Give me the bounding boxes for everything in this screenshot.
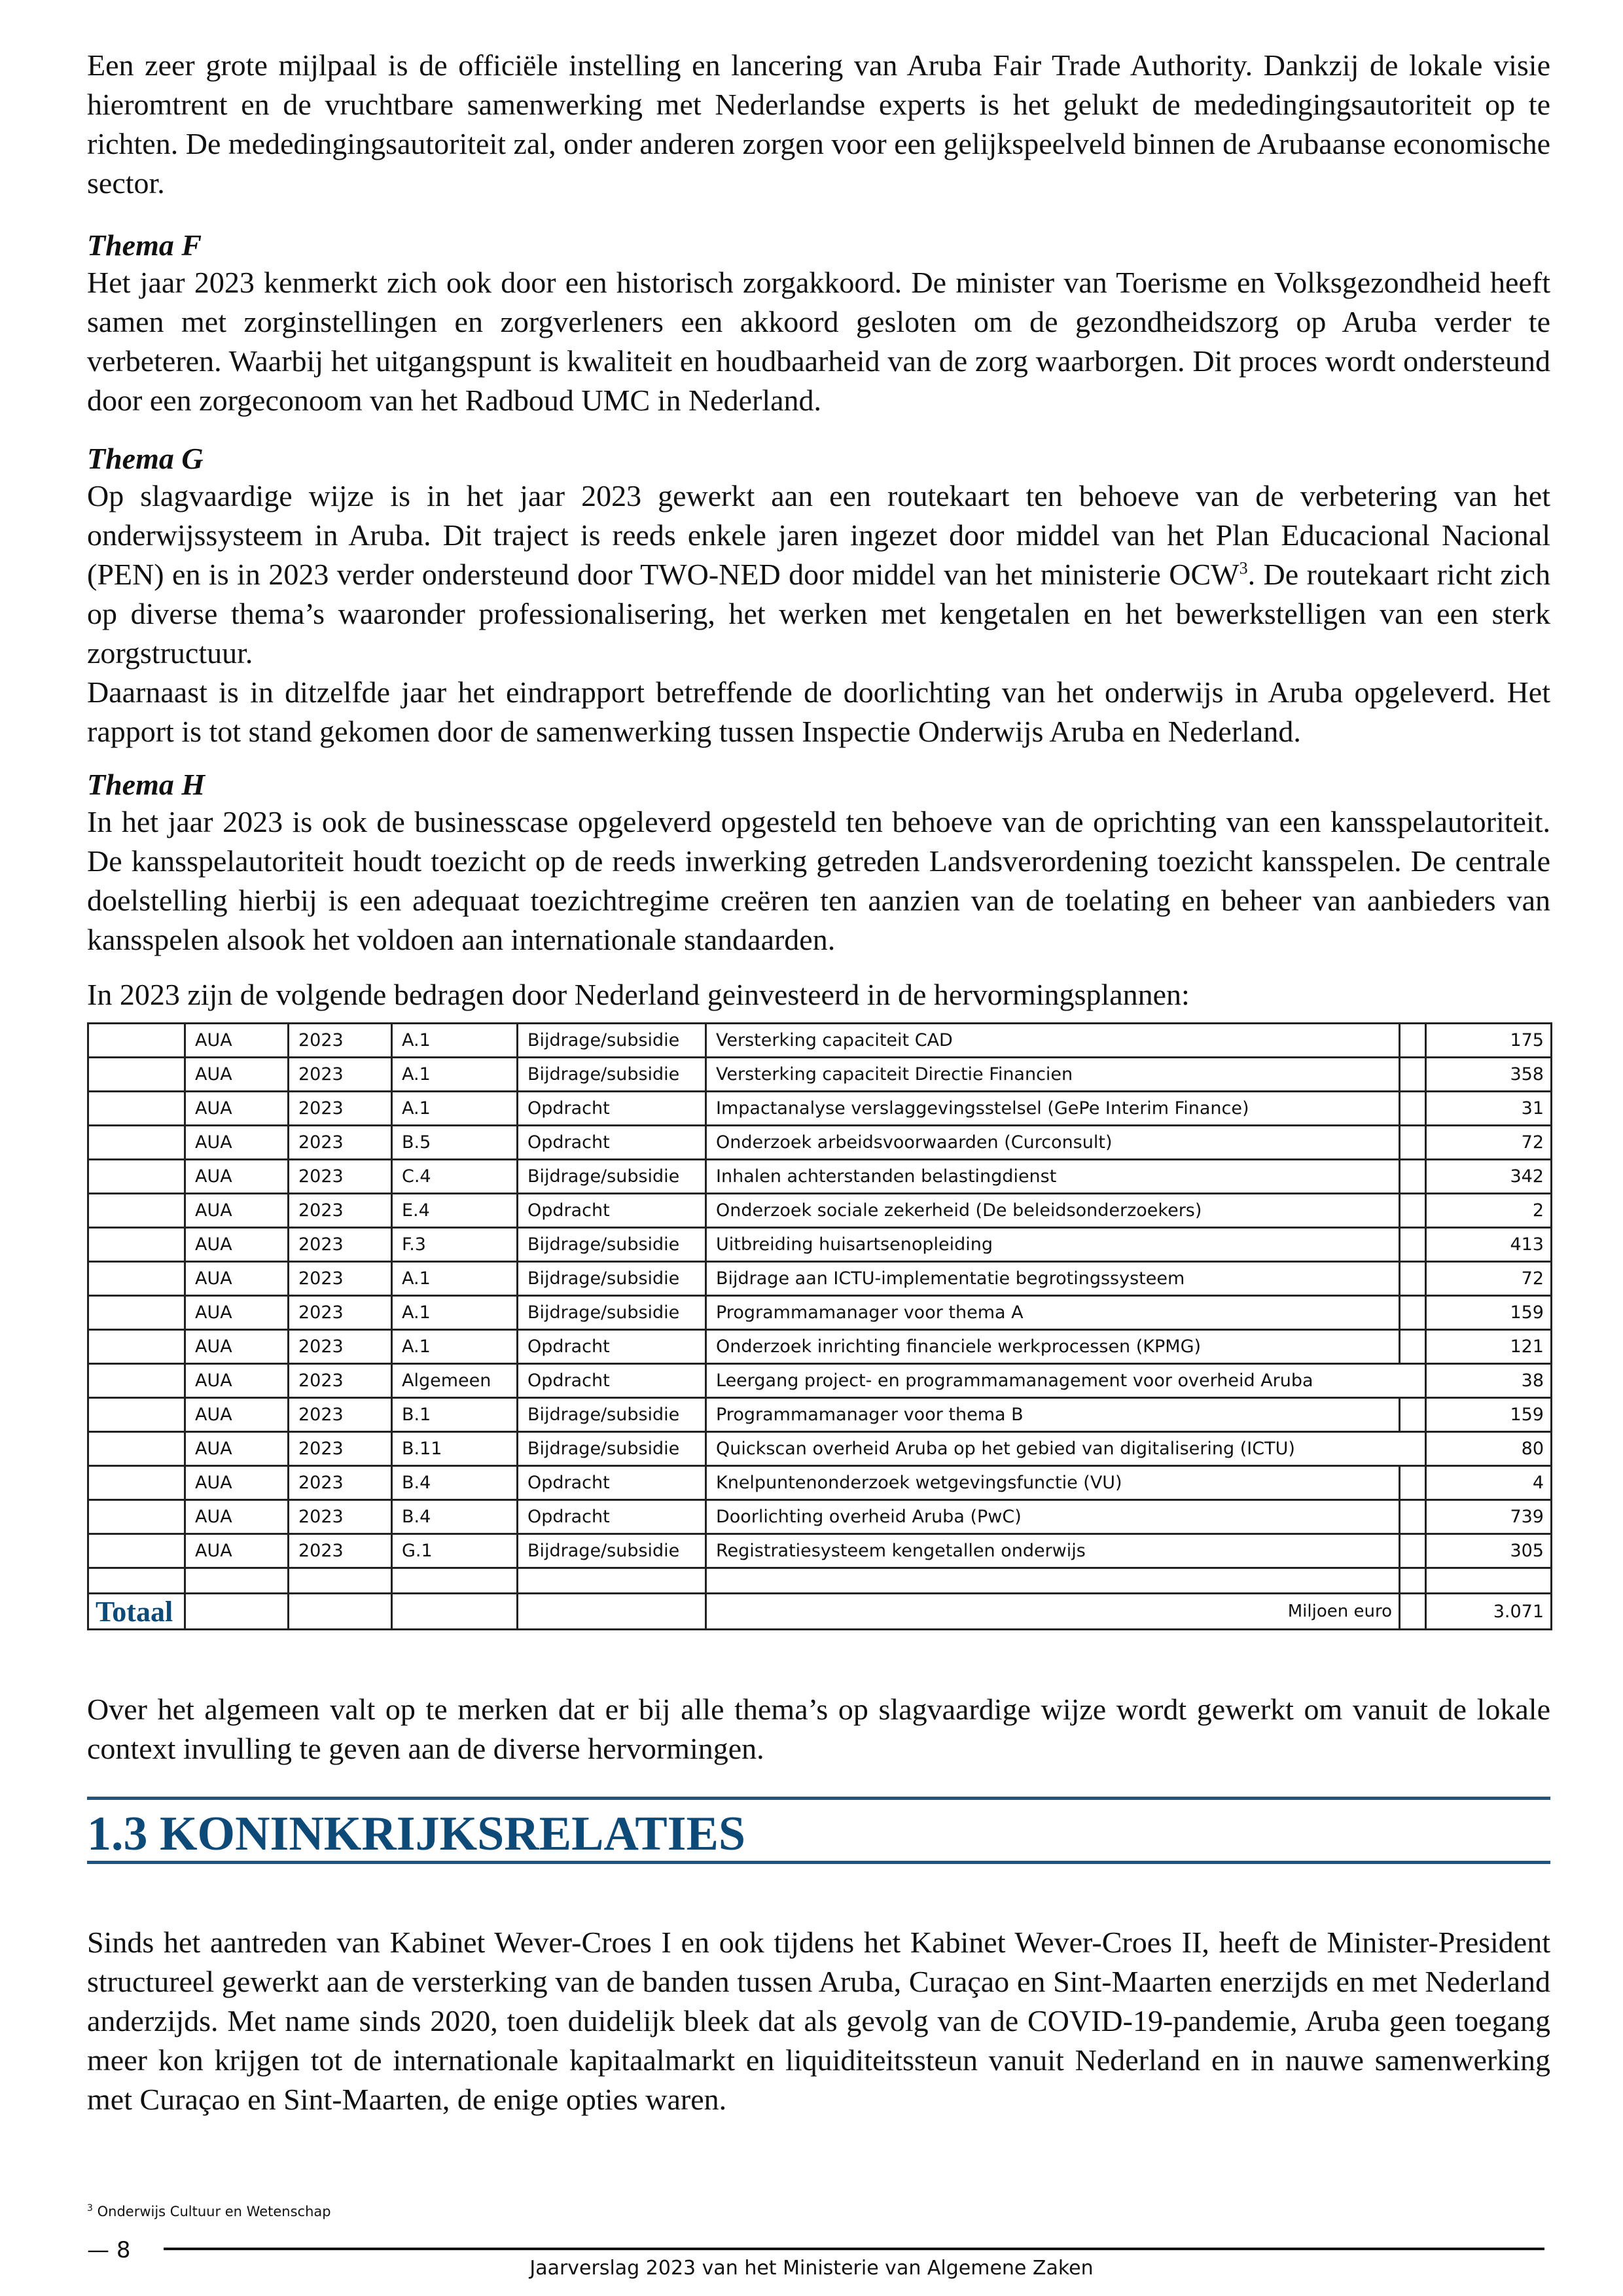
cell-code: A.1 [392, 1262, 518, 1296]
cell-type: Bijdrage/subsidie [518, 1296, 706, 1330]
page-number-value: 8 [116, 2237, 131, 2263]
cell-blank [88, 1364, 185, 1398]
thema-g-section [87, 441, 1550, 751]
cell-country: AUA [185, 1432, 289, 1466]
cell-year: 2023 [289, 1024, 392, 1058]
cell-amount: 159 [1426, 1398, 1552, 1432]
cell-year: 2023 [289, 1058, 392, 1092]
page-number: — 8 [87, 2237, 131, 2263]
footer-title: Jaarverslag 2023 van het Ministerie van Algemene Zaken [529, 2257, 1094, 2280]
heading-rule-top [87, 1797, 1550, 1800]
thema-g-title: Thema G [87, 442, 204, 475]
cell-blank [88, 1024, 185, 1058]
cell-type: Opdracht [518, 1466, 706, 1500]
cell-blank [88, 1568, 185, 1594]
table-row [88, 1466, 1552, 1500]
cell-year: 2023 [289, 1500, 392, 1534]
cell-amount: 2 [1426, 1194, 1552, 1228]
cell-year: 2023 [289, 1364, 392, 1398]
cell-description: Bijdrage aan ICTU-implementatie begrotingssysteem [706, 1262, 1400, 1296]
cell-description: Versterking capaciteit CAD [706, 1024, 1400, 1058]
investment-table [87, 1022, 1552, 1630]
cell-country: AUA [185, 1092, 289, 1126]
cell-type: Bijdrage/subsidie [518, 1058, 706, 1092]
table-row [88, 1500, 1552, 1534]
cell-spacer [1400, 1228, 1426, 1262]
table-intro-text: In 2023 zijn de volgende bedragen door Nederland geinvesteerd in de hervormingsplannen: [87, 978, 1190, 1011]
cell-spacer [1400, 1398, 1426, 1432]
thema-h-text: In het jaar 2023 is ook de businesscase opgeleverd opgesteld ten behoeve van de oprichting van een kansspelautoriteit. De kansspelautoriteit houdt toezicht op de reeds inwerking getreden Landsverordening toezicht kansspelen. De centrale doelstelling hierbij is een adequaat toezichtregime creëren ten aanzien van de toelating en beheer van aanbieders van kansspelen alsook het voldoen aan internationale standaarden. [87, 805, 1550, 956]
cell-description: Onderzoek inrichting financiele werkprocessen (KPMG) [706, 1330, 1400, 1364]
cell-year: 2023 [289, 1160, 392, 1194]
cell-year: 2023 [289, 1262, 392, 1296]
cell-country: AUA [185, 1194, 289, 1228]
total-label: Totaal [88, 1594, 185, 1630]
table-row [88, 1262, 1552, 1296]
table-row-empty [88, 1568, 1552, 1594]
cell-description: Versterking capaciteit Directie Financien [706, 1058, 1400, 1092]
cell-blank [518, 1594, 706, 1630]
cell-blank [185, 1568, 289, 1594]
thema-f-section [87, 228, 1550, 420]
cell-year: 2023 [289, 1126, 392, 1160]
table-row [88, 1126, 1552, 1160]
thema-g-text-2: Daarnaast is in ditzelfde jaar het eindrapport betreffende de doorlichting van het onderwijs in Aruba opgeleverd. Het rapport is tot stand gekomen door de samenwerking tussen Inspectie Onderwijs Aruba en Nederland. [87, 675, 1550, 748]
cell-description: Quickscan overheid Aruba op het gebied van digitalisering (ICTU) [706, 1432, 1426, 1466]
cell-spacer [1400, 1024, 1426, 1058]
cell-country: AUA [185, 1024, 289, 1058]
cell-year: 2023 [289, 1432, 392, 1466]
cell-blank [88, 1126, 185, 1160]
table-row [88, 1398, 1552, 1432]
cell-country: AUA [185, 1364, 289, 1398]
cell-country: AUA [185, 1126, 289, 1160]
cell-code: A.1 [392, 1024, 518, 1058]
cell-blank [88, 1058, 185, 1092]
section-heading: 1.3 KONINKRIJKSRELATIES [87, 1807, 746, 1861]
footer-rule [164, 2248, 1544, 2250]
cell-blank [88, 1194, 185, 1228]
thema-g-text [87, 476, 1550, 673]
cell-code: B.5 [392, 1126, 518, 1160]
cell-amount: 175 [1426, 1024, 1552, 1058]
footnote-number: 3 [87, 2203, 93, 2214]
cell-country: AUA [185, 1330, 289, 1364]
cell-amount: 342 [1426, 1160, 1552, 1194]
cell-blank [518, 1568, 706, 1594]
cell-description: Registratiesysteem kengetallen onderwijs [706, 1534, 1400, 1568]
footnote [87, 2204, 331, 2219]
cell-amount: 739 [1426, 1500, 1552, 1534]
total-amount: 3.071 [1426, 1594, 1552, 1630]
cell-country: AUA [185, 1296, 289, 1330]
conclusion-text: Over het algemeen valt op te merken dat er bij alle thema’s op slagvaardige wijze wordt gewerkt om vanuit de lokale context invulling te geven aan de diverse hervormingen. [87, 1693, 1550, 1765]
conclusion-paragraph [87, 1690, 1550, 1768]
cell-spacer [1400, 1466, 1426, 1500]
cell-blank [289, 1568, 392, 1594]
cell-spacer [1400, 1296, 1426, 1330]
cell-year: 2023 [289, 1228, 392, 1262]
cell-description: Programmamanager voor thema A [706, 1296, 1400, 1330]
table-row [88, 1160, 1552, 1194]
cell-type: Bijdrage/subsidie [518, 1534, 706, 1568]
cell-blank [88, 1092, 185, 1126]
cell-type: Bijdrage/subsidie [518, 1228, 706, 1262]
cell-amount: 358 [1426, 1058, 1552, 1092]
cell-amount: 413 [1426, 1228, 1552, 1262]
cell-description: Inhalen achterstanden belastingdienst [706, 1160, 1400, 1194]
cell-code: E.4 [392, 1194, 518, 1228]
cell-amount: 72 [1426, 1262, 1552, 1296]
cell-blank [1426, 1568, 1552, 1594]
cell-blank [88, 1160, 185, 1194]
table-row [88, 1364, 1552, 1398]
cell-blank [88, 1500, 185, 1534]
cell-description: Uitbreiding huisartsenopleiding [706, 1228, 1400, 1262]
table-row [88, 1228, 1552, 1262]
cell-code: C.4 [392, 1160, 518, 1194]
total-unit: Miljoen euro [706, 1594, 1400, 1630]
cell-type: Bijdrage/subsidie [518, 1432, 706, 1466]
cell-year: 2023 [289, 1330, 392, 1364]
table-row [88, 1194, 1552, 1228]
cell-year: 2023 [289, 1466, 392, 1500]
cell-type: Opdracht [518, 1126, 706, 1160]
cell-code: B.1 [392, 1398, 518, 1432]
cell-amount: 72 [1426, 1126, 1552, 1160]
cell-year: 2023 [289, 1398, 392, 1432]
cell-country: AUA [185, 1058, 289, 1092]
section-text: Sinds het aantreden van Kabinet Wever-Croes I en ook tijdens het Kabinet Wever-Croes II, heeft de Minister-President structureel gewerkt aan de versterking van de banden tussen Aruba, Curaçao en Sint-Maarten enerzijds en met Nederland anderzijds. Met name sinds 2020, toen duidelijk bleek dat als gevolg van de COVID-19-pandemie, Aruba geen toegang meer kon krijgen tot de internationale kapitaalmarkt en liquiditeitssteun vanuit Nederland en in nauwe samenwerking met Curaçao en Sint-Maarten, de enige opties waren. [87, 1926, 1550, 2116]
table-row [88, 1024, 1552, 1058]
cell-blank [1400, 1568, 1426, 1594]
cell-blank [88, 1534, 185, 1568]
cell-type: Opdracht [518, 1330, 706, 1364]
table-row [88, 1092, 1552, 1126]
cell-country: AUA [185, 1534, 289, 1568]
cell-amount: 159 [1426, 1296, 1552, 1330]
table-intro [87, 975, 1550, 1014]
cell-description: Programmamanager voor thema B [706, 1398, 1400, 1432]
thema-g-text-a: Op slagvaardige wijze is in het jaar 2023 gewerkt aan een routekaart ten behoeve van de verbetering van het onderwijssysteem in Aruba. Dit traject is reeds enkele jaren ingezet door middel van het Plan Educacional Nacional (PEN) en is in 2023 verder ondersteund door TWO-NED door middel van het ministerie OCW [87, 479, 1550, 591]
cell-spacer [1400, 1160, 1426, 1194]
section-paragraph [87, 1923, 1550, 2119]
cell-code: B.4 [392, 1466, 518, 1500]
table-row [88, 1432, 1552, 1466]
cell-spacer [1400, 1500, 1426, 1534]
cell-description: Doorlichting overheid Aruba (PwC) [706, 1500, 1400, 1534]
thema-g-text-b: . De routekaart richt zich op diverse thema’s waaronder professionalisering, het werken met kengetalen en het bewerkstelligen van een sterk zorgstructuur. [87, 558, 1550, 670]
cell-amount: 4 [1426, 1466, 1552, 1500]
cell-year: 2023 [289, 1092, 392, 1126]
cell-amount: 38 [1426, 1364, 1552, 1398]
cell-country: AUA [185, 1262, 289, 1296]
table-row [88, 1330, 1552, 1364]
cell-code: G.1 [392, 1534, 518, 1568]
cell-type: Bijdrage/subsidie [518, 1024, 706, 1058]
cell-code: Algemeen [392, 1364, 518, 1398]
intro-text: Een zeer grote mijlpaal is de officiële instelling en lancering van Aruba Fair Trade Authority. Dankzij de lokale visie hieromtrent en de vruchtbare samenwerking met Nederlandse experts is het gelukt de mededingingsautoriteit op te richten. De mededingingsautoriteit zal, onder anderen zorgen voor een gelijkspeelveld binnen de Arubaanse economische sector. [87, 48, 1550, 200]
cell-description: Impactanalyse verslaggevingsstelsel (GePe Interim Finance) [706, 1092, 1400, 1126]
thema-h-title: Thema H [87, 768, 205, 801]
cell-description: Onderzoek sociale zekerheid (De beleidsonderzoekers) [706, 1194, 1400, 1228]
cell-code: A.1 [392, 1058, 518, 1092]
cell-spacer [1400, 1058, 1426, 1092]
footnote-ref[interactable]: 3 [1239, 558, 1248, 578]
cell-blank [706, 1568, 1400, 1594]
cell-type: Bijdrage/subsidie [518, 1160, 706, 1194]
cell-amount: 305 [1426, 1534, 1552, 1568]
cell-spacer [1400, 1092, 1426, 1126]
cell-type: Opdracht [518, 1194, 706, 1228]
intro-paragraph [87, 46, 1550, 203]
cell-spacer [1400, 1330, 1426, 1364]
cell-spacer [1400, 1262, 1426, 1296]
cell-description: Onderzoek arbeidsvoorwaarden (Curconsult) [706, 1126, 1400, 1160]
cell-type: Opdracht [518, 1364, 706, 1398]
cell-type: Bijdrage/subsidie [518, 1398, 706, 1432]
cell-blank [88, 1330, 185, 1364]
cell-country: AUA [185, 1466, 289, 1500]
table-row [88, 1058, 1552, 1092]
cell-spacer [1400, 1534, 1426, 1568]
cell-country: AUA [185, 1228, 289, 1262]
cell-code: A.1 [392, 1330, 518, 1364]
cell-blank [88, 1228, 185, 1262]
cell-amount: 121 [1426, 1330, 1552, 1364]
cell-code: A.1 [392, 1092, 518, 1126]
table-total-row [88, 1594, 1552, 1630]
cell-amount: 80 [1426, 1432, 1552, 1466]
table-row [88, 1296, 1552, 1330]
thema-f-text: Het jaar 2023 kenmerkt zich ook door een historisch zorgakkoord. De minister van Toerisme en Volksgezondheid heeft samen met zorginstellingen en zorgverleners een akkoord gesloten om de gezondheidszorg op Aruba verder te verbeteren. Waarbij het uitgangspunt is kwaliteit en houdbaarheid van de zorg waarborgen. Dit proces wordt ondersteund door een zorgeconoom van het Radboud UMC in Nederland. [87, 266, 1550, 417]
cell-blank [289, 1594, 392, 1630]
cell-year: 2023 [289, 1296, 392, 1330]
thema-h-section [87, 767, 1550, 960]
cell-blank [88, 1296, 185, 1330]
cell-country: AUA [185, 1500, 289, 1534]
cell-type: Opdracht [518, 1500, 706, 1534]
cell-country: AUA [185, 1160, 289, 1194]
cell-blank [88, 1398, 185, 1432]
cell-year: 2023 [289, 1534, 392, 1568]
cell-year: 2023 [289, 1194, 392, 1228]
cell-spacer [1400, 1194, 1426, 1228]
cell-type: Opdracht [518, 1092, 706, 1126]
heading-rule-bottom [87, 1861, 1550, 1864]
cell-country: AUA [185, 1398, 289, 1432]
thema-f-title: Thema F [87, 228, 202, 262]
cell-description: Knelpuntenonderzoek wetgevingsfunctie (VU) [706, 1466, 1400, 1500]
cell-blank [88, 1466, 185, 1500]
cell-code: B.11 [392, 1432, 518, 1466]
cell-type: Bijdrage/subsidie [518, 1262, 706, 1296]
cell-amount: 31 [1426, 1092, 1552, 1126]
cell-spacer [1400, 1126, 1426, 1160]
cell-code: F.3 [392, 1228, 518, 1262]
cell-blank [392, 1568, 518, 1594]
cell-blank [392, 1594, 518, 1630]
cell-code: A.1 [392, 1296, 518, 1330]
cell-spacer [1400, 1594, 1426, 1630]
cell-code: B.4 [392, 1500, 518, 1534]
cell-blank [185, 1594, 289, 1630]
cell-description: Leergang project- en programmamanagement voor overheid Aruba [706, 1364, 1426, 1398]
cell-blank [88, 1432, 185, 1466]
table-row [88, 1534, 1552, 1568]
cell-blank [88, 1262, 185, 1296]
footnote-text: Onderwijs Cultuur en Wetenschap [97, 2204, 331, 2219]
